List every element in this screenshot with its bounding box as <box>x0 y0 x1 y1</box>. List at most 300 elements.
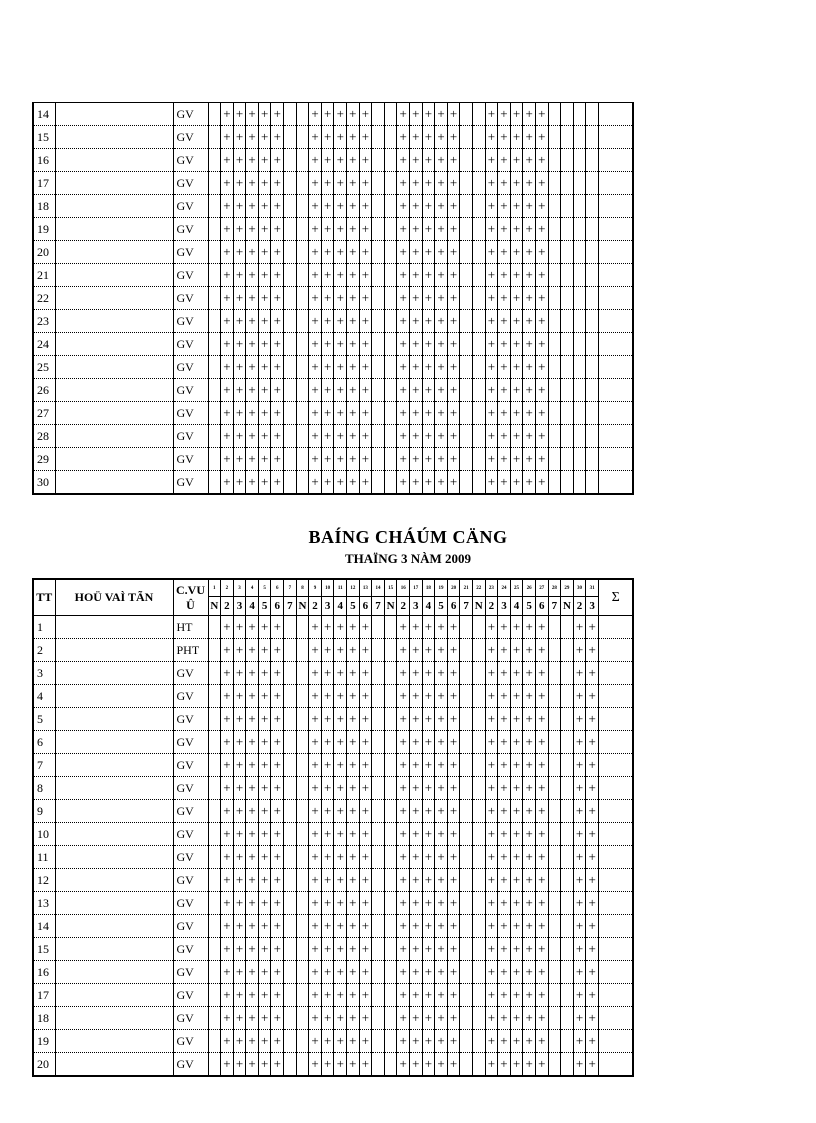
day-cell <box>296 310 309 333</box>
day-cell <box>561 310 574 333</box>
attendance-mark: + <box>309 616 322 639</box>
header-weekday: 4 <box>246 597 259 616</box>
total-cell <box>598 172 633 195</box>
day-cell <box>296 984 309 1007</box>
attendance-mark: + <box>410 218 423 241</box>
day-cell <box>548 287 561 310</box>
attendance-mark: + <box>233 938 246 961</box>
attendance-mark: + <box>447 1053 460 1077</box>
attendance-mark: + <box>422 938 435 961</box>
attendance-mark: + <box>447 984 460 1007</box>
day-cell <box>586 425 599 448</box>
attendance-mark: + <box>586 869 599 892</box>
day-cell <box>472 685 485 708</box>
attendance-mark: + <box>246 938 259 961</box>
header-day-number: 3 <box>233 579 246 597</box>
attendance-mark: + <box>347 708 360 731</box>
header-day-number: 6 <box>271 579 284 597</box>
attendance-mark: + <box>535 172 548 195</box>
attendance-mark: + <box>435 402 448 425</box>
name-cell <box>55 616 173 639</box>
attendance-mark: + <box>321 241 334 264</box>
attendance-mark: + <box>523 777 536 800</box>
attendance-mark: + <box>422 915 435 938</box>
day-cell <box>460 869 473 892</box>
attendance-mark: + <box>573 846 586 869</box>
day-cell <box>548 149 561 172</box>
attendance-mark: + <box>397 662 410 685</box>
attendance-mark: + <box>347 639 360 662</box>
attendance-mark: + <box>397 126 410 149</box>
attendance-mark: + <box>498 639 511 662</box>
attendance-mark: + <box>510 777 523 800</box>
day-cell <box>561 708 574 731</box>
attendance-mark: + <box>485 310 498 333</box>
day-cell <box>284 892 297 915</box>
attendance-mark: + <box>510 754 523 777</box>
attendance-mark: + <box>523 685 536 708</box>
attendance-mark: + <box>397 754 410 777</box>
attendance-mark: + <box>258 938 271 961</box>
header-day-number: 28 <box>548 579 561 597</box>
day-cell <box>561 662 574 685</box>
attendance-mark: + <box>498 938 511 961</box>
header-weekday: N <box>296 597 309 616</box>
attendance-mark: + <box>410 402 423 425</box>
day-cell <box>372 869 385 892</box>
day-cell <box>372 103 385 126</box>
attendance-mark: + <box>233 448 246 471</box>
attendance-mark: + <box>510 379 523 402</box>
attendance-mark: + <box>359 800 372 823</box>
day-cell <box>384 241 397 264</box>
day-cell <box>548 662 561 685</box>
day-cell <box>586 241 599 264</box>
name-cell <box>55 662 173 685</box>
day-cell <box>372 892 385 915</box>
header-day-number: 19 <box>435 579 448 597</box>
attendance-mark: + <box>258 1053 271 1077</box>
attendance-mark: + <box>246 126 259 149</box>
attendance-mark: + <box>334 448 347 471</box>
day-cell <box>296 103 309 126</box>
day-cell <box>460 356 473 379</box>
attendance-mark: + <box>347 662 360 685</box>
attendance-mark: + <box>321 333 334 356</box>
attendance-mark: + <box>309 333 322 356</box>
attendance-mark: + <box>334 869 347 892</box>
attendance-mark: + <box>334 708 347 731</box>
day-cell <box>296 616 309 639</box>
day-cell <box>561 938 574 961</box>
header-weekday: 3 <box>321 597 334 616</box>
attendance-mark: + <box>347 846 360 869</box>
header-weekday: 2 <box>309 597 322 616</box>
attendance-mark: + <box>309 379 322 402</box>
attendance-mark: + <box>271 846 284 869</box>
attendance-mark: + <box>535 616 548 639</box>
attendance-mark: + <box>271 471 284 495</box>
attendance-mark: + <box>573 685 586 708</box>
attendance-mark: + <box>321 356 334 379</box>
day-cell <box>573 402 586 425</box>
header-day-number: 4 <box>246 579 259 597</box>
attendance-mark: + <box>498 1007 511 1030</box>
position-cell: GV <box>173 823 208 846</box>
attendance-mark: + <box>347 241 360 264</box>
day-cell <box>384 149 397 172</box>
day-cell <box>460 287 473 310</box>
attendance-mark: + <box>523 639 536 662</box>
attendance-mark: + <box>410 777 423 800</box>
header-weekday: 5 <box>347 597 360 616</box>
day-cell <box>284 708 297 731</box>
attendance-mark: + <box>447 172 460 195</box>
day-cell <box>372 425 385 448</box>
attendance-mark: + <box>510 823 523 846</box>
day-cell <box>208 172 221 195</box>
day-cell <box>472 218 485 241</box>
row-number: 1 <box>33 616 55 639</box>
attendance-mark: + <box>535 218 548 241</box>
attendance-mark: + <box>221 800 234 823</box>
attendance-mark: + <box>334 425 347 448</box>
day-cell <box>460 126 473 149</box>
day-cell <box>284 172 297 195</box>
day-cell <box>586 103 599 126</box>
day-cell <box>586 126 599 149</box>
day-cell <box>561 616 574 639</box>
attendance-mark: + <box>321 708 334 731</box>
day-cell <box>372 938 385 961</box>
attendance-mark: + <box>246 103 259 126</box>
attendance-mark: + <box>523 126 536 149</box>
attendance-mark: + <box>510 731 523 754</box>
attendance-mark: + <box>435 800 448 823</box>
attendance-mark: + <box>422 662 435 685</box>
name-cell <box>55 425 173 448</box>
attendance-mark: + <box>221 777 234 800</box>
attendance-mark: + <box>498 356 511 379</box>
attendance-mark: + <box>447 869 460 892</box>
attendance-mark: + <box>334 126 347 149</box>
header-weekday: 6 <box>359 597 372 616</box>
table-row <box>33 379 633 402</box>
day-cell <box>208 1030 221 1053</box>
attendance-mark: + <box>321 823 334 846</box>
day-cell <box>472 126 485 149</box>
attendance-mark: + <box>397 639 410 662</box>
attendance-mark: + <box>334 616 347 639</box>
day-cell <box>208 892 221 915</box>
attendance-mark: + <box>347 869 360 892</box>
attendance-mark: + <box>435 1053 448 1077</box>
attendance-mark: + <box>233 126 246 149</box>
attendance-mark: + <box>485 1007 498 1030</box>
header-weekday: 7 <box>548 597 561 616</box>
attendance-mark: + <box>422 731 435 754</box>
attendance-mark: + <box>221 471 234 495</box>
attendance-mark: + <box>397 264 410 287</box>
attendance-mark: + <box>485 1053 498 1077</box>
name-cell <box>55 1007 173 1030</box>
header-day-number: 9 <box>309 579 322 597</box>
day-cell <box>296 685 309 708</box>
day-cell <box>284 961 297 984</box>
attendance-mark: + <box>397 823 410 846</box>
day-cell <box>384 846 397 869</box>
day-cell <box>296 126 309 149</box>
attendance-mark: + <box>410 616 423 639</box>
attendance-mark: + <box>535 938 548 961</box>
day-cell <box>460 846 473 869</box>
total-cell <box>598 731 633 754</box>
attendance-mark: + <box>321 149 334 172</box>
attendance-mark: + <box>435 1007 448 1030</box>
day-cell <box>296 1030 309 1053</box>
day-cell <box>372 823 385 846</box>
attendance-mark: + <box>321 402 334 425</box>
attendance-mark: + <box>246 984 259 1007</box>
attendance-mark: + <box>435 149 448 172</box>
day-cell <box>208 264 221 287</box>
attendance-mark: + <box>321 195 334 218</box>
header-name: HOÜ VAÌ TÃN <box>55 579 173 616</box>
day-cell <box>586 172 599 195</box>
attendance-mark: + <box>410 915 423 938</box>
row-number: 29 <box>33 448 55 471</box>
attendance-mark: + <box>334 892 347 915</box>
attendance-mark: + <box>422 425 435 448</box>
attendance-mark: + <box>535 754 548 777</box>
attendance-mark: + <box>523 287 536 310</box>
attendance-mark: + <box>221 241 234 264</box>
attendance-mark: + <box>498 333 511 356</box>
position-cell: GV <box>173 379 208 402</box>
table-row <box>33 984 633 1007</box>
attendance-mark: + <box>485 218 498 241</box>
header-weekday: N <box>208 597 221 616</box>
attendance-mark: + <box>309 195 322 218</box>
attendance-mark: + <box>246 195 259 218</box>
name-cell <box>55 471 173 495</box>
attendance-mark: + <box>271 195 284 218</box>
name-cell <box>55 333 173 356</box>
attendance-mark: + <box>410 731 423 754</box>
day-cell <box>208 356 221 379</box>
attendance-mark: + <box>334 471 347 495</box>
attendance-mark: + <box>498 241 511 264</box>
row-number: 2 <box>33 639 55 662</box>
attendance-mark: + <box>258 264 271 287</box>
attendance-mark: + <box>258 310 271 333</box>
attendance-mark: + <box>359 846 372 869</box>
table-row <box>33 356 633 379</box>
attendance-mark: + <box>233 685 246 708</box>
header-day-number: 14 <box>372 579 385 597</box>
day-cell <box>472 195 485 218</box>
total-cell <box>598 195 633 218</box>
attendance-mark: + <box>309 448 322 471</box>
attendance-mark: + <box>410 1007 423 1030</box>
day-cell <box>284 616 297 639</box>
day-cell <box>561 264 574 287</box>
header-day-number: 23 <box>485 579 498 597</box>
position-cell: GV <box>173 984 208 1007</box>
total-cell <box>598 471 633 495</box>
row-number: 16 <box>33 961 55 984</box>
day-cell <box>208 195 221 218</box>
attendance-mark: + <box>233 731 246 754</box>
attendance-mark: + <box>321 1007 334 1030</box>
table-row <box>33 241 633 264</box>
day-cell <box>296 662 309 685</box>
position-cell: GV <box>173 471 208 495</box>
row-number: 8 <box>33 777 55 800</box>
attendance-mark: + <box>258 685 271 708</box>
day-cell <box>384 754 397 777</box>
header-weekday: 6 <box>271 597 284 616</box>
day-cell <box>573 379 586 402</box>
attendance-mark: + <box>321 287 334 310</box>
day-cell <box>548 777 561 800</box>
total-cell <box>598 616 633 639</box>
attendance-mark: + <box>309 402 322 425</box>
header-weekday: N <box>384 597 397 616</box>
attendance-mark: + <box>258 471 271 495</box>
attendance-mark: + <box>221 754 234 777</box>
header-weekday: 3 <box>233 597 246 616</box>
day-cell <box>384 731 397 754</box>
attendance-mark: + <box>447 1030 460 1053</box>
attendance-mark: + <box>359 961 372 984</box>
row-number: 17 <box>33 984 55 1007</box>
attendance-mark: + <box>233 264 246 287</box>
header-day-number: 12 <box>347 579 360 597</box>
attendance-mark: + <box>447 195 460 218</box>
attendance-mark: + <box>447 356 460 379</box>
day-cell <box>472 1030 485 1053</box>
day-cell <box>561 126 574 149</box>
attendance-mark: + <box>447 1007 460 1030</box>
attendance-mark: + <box>309 264 322 287</box>
total-cell <box>598 333 633 356</box>
day-cell <box>208 402 221 425</box>
attendance-mark: + <box>309 800 322 823</box>
attendance-mark: + <box>422 310 435 333</box>
attendance-mark: + <box>359 333 372 356</box>
row-number: 18 <box>33 195 55 218</box>
header-weekday: N <box>561 597 574 616</box>
header-weekday: 2 <box>397 597 410 616</box>
attendance-mark: + <box>510 241 523 264</box>
attendance-mark: + <box>510 287 523 310</box>
attendance-mark: + <box>258 172 271 195</box>
attendance-mark: + <box>435 218 448 241</box>
name-cell <box>55 915 173 938</box>
table-row <box>33 471 633 495</box>
attendance-mark: + <box>271 662 284 685</box>
row-number: 16 <box>33 149 55 172</box>
attendance-mark: + <box>422 241 435 264</box>
day-cell <box>561 103 574 126</box>
attendance-mark: + <box>535 425 548 448</box>
name-cell <box>55 846 173 869</box>
attendance-mark: + <box>246 892 259 915</box>
header-day-number: 15 <box>384 579 397 597</box>
attendance-mark: + <box>359 823 372 846</box>
day-cell <box>284 402 297 425</box>
attendance-mark: + <box>221 915 234 938</box>
attendance-mark: + <box>485 402 498 425</box>
attendance-mark: + <box>535 1007 548 1030</box>
header-day-number: 2 <box>221 579 234 597</box>
row-number: 7 <box>33 754 55 777</box>
attendance-mark: + <box>485 961 498 984</box>
day-cell <box>208 425 221 448</box>
header-day-number: 30 <box>573 579 586 597</box>
day-cell <box>372 218 385 241</box>
day-cell <box>208 103 221 126</box>
attendance-mark: + <box>535 448 548 471</box>
attendance-mark: + <box>410 1053 423 1077</box>
day-cell <box>208 731 221 754</box>
attendance-mark: + <box>435 103 448 126</box>
name-cell <box>55 938 173 961</box>
attendance-mark: + <box>347 149 360 172</box>
attendance-mark: + <box>498 264 511 287</box>
day-cell <box>472 869 485 892</box>
attendance-mark: + <box>347 777 360 800</box>
name-cell <box>55 195 173 218</box>
attendance-mark: + <box>359 103 372 126</box>
attendance-mark: + <box>347 264 360 287</box>
attendance-mark: + <box>258 892 271 915</box>
attendance-mark: + <box>271 310 284 333</box>
day-cell <box>284 448 297 471</box>
day-cell <box>372 333 385 356</box>
attendance-mark: + <box>246 846 259 869</box>
day-cell <box>548 846 561 869</box>
day-cell <box>472 777 485 800</box>
attendance-mark: + <box>586 639 599 662</box>
row-number: 28 <box>33 425 55 448</box>
attendance-mark: + <box>309 777 322 800</box>
attendance-mark: + <box>233 708 246 731</box>
day-cell <box>472 639 485 662</box>
attendance-mark: + <box>498 685 511 708</box>
day-cell <box>548 241 561 264</box>
attendance-mark: + <box>573 823 586 846</box>
attendance-mark: + <box>410 961 423 984</box>
attendance-mark: + <box>422 126 435 149</box>
attendance-mark: + <box>523 731 536 754</box>
day-cell <box>561 241 574 264</box>
attendance-mark: + <box>233 616 246 639</box>
attendance-mark: + <box>347 1053 360 1077</box>
position-cell: GV <box>173 1007 208 1030</box>
attendance-mark: + <box>435 172 448 195</box>
attendance-mark: + <box>321 846 334 869</box>
attendance-mark: + <box>347 892 360 915</box>
attendance-mark: + <box>309 984 322 1007</box>
position-cell: GV <box>173 754 208 777</box>
attendance-mark: + <box>359 402 372 425</box>
attendance-mark: + <box>523 915 536 938</box>
attendance-table <box>32 578 634 1077</box>
total-cell <box>598 892 633 915</box>
table-row <box>33 333 633 356</box>
